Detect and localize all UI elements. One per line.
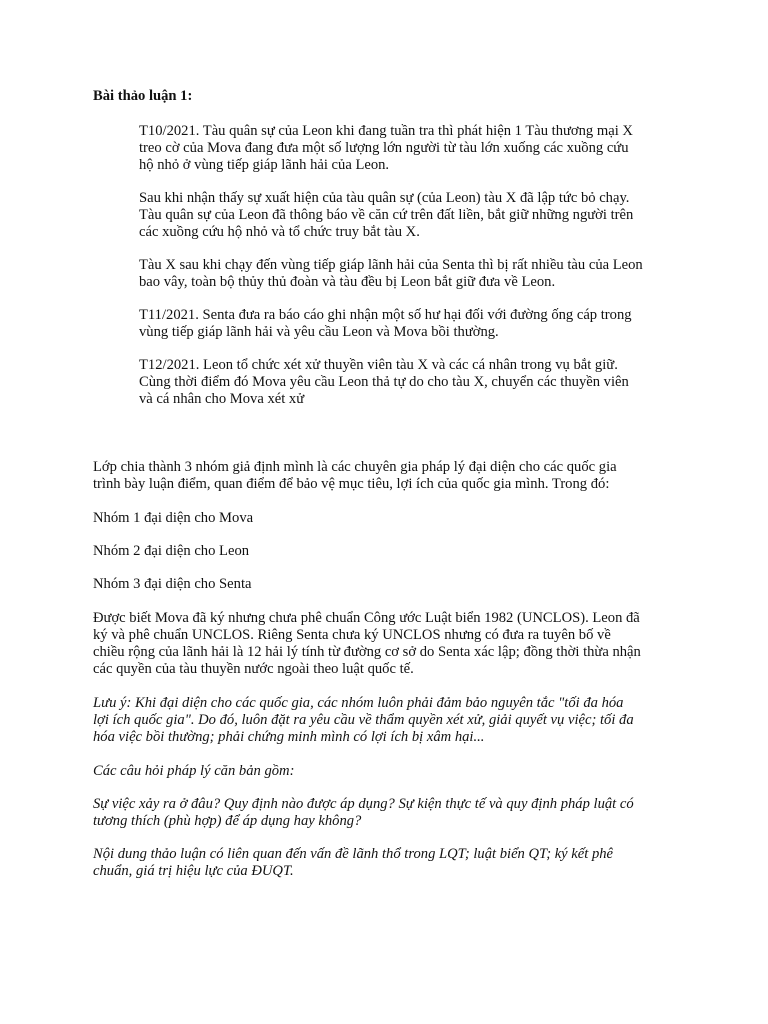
text-line: lợi ích quốc gia". Do đó, luôn đặt ra yêu cầu về thẩm quyền xét xử, giải quyết vụ việc; tối đa	[93, 712, 634, 728]
scenario-paragraph-5	[139, 357, 699, 408]
text-line: Được biết Mova đã ký nhưng chưa phê chuẩn Công ước Luật biển 1982 (UNCLOS). Leon đã	[93, 610, 640, 626]
discussion-heading: Bài thảo luận 1:	[93, 88, 193, 104]
text-line: tương thích (phù hợp) để áp dụng hay không?	[93, 813, 362, 829]
text-line: hóa việc bồi thường; phải chứng minh mình có lợi ích bị xâm hại...	[93, 729, 485, 745]
text-line: trình bày luận điểm, quan điểm để bảo vệ mục tiêu, lợi ích của quốc gia mình. Trong đó:	[93, 476, 610, 492]
text-line: và cá nhân cho Mova xét xử	[139, 391, 305, 407]
text-line: bao vây, toàn bộ thủy thủ đoàn và tàu đều bị Leon bắt giữ đưa về Leon.	[139, 274, 556, 290]
questions-heading: Các câu hỏi pháp lý căn bản gồm:	[93, 763, 295, 779]
group-item: Nhóm 1 đại diện cho Mova	[93, 510, 254, 526]
text-line: T11/2021. Senta đưa ra báo cáo ghi nhận một số hư hại đối với đường ống cáp trong	[139, 307, 632, 323]
text-line: T12/2021. Leon tổ chức xét xử thuyền viên tàu X và các cá nhân trong vụ bắt giữ.	[139, 357, 618, 373]
text-line: các quyền của tàu thuyền nước ngoài theo luật quốc tế.	[93, 661, 414, 677]
scenario-paragraph-3	[139, 257, 699, 291]
scenario-paragraph-2	[139, 190, 699, 241]
note-paragraph	[93, 695, 698, 746]
text-line: Lưu ý: Khi đại diện cho các quốc gia, các nhóm luôn phải đảm bảo nguyên tắc "tối đa hóa	[93, 695, 624, 711]
text-line: ký và phê chuẩn UNCLOS. Riêng Senta chưa ký UNCLOS nhưng có đưa ra tuyên bố về	[93, 627, 611, 643]
scenario-paragraph-4	[139, 307, 699, 341]
text-line: Lớp chia thành 3 nhóm giả định mình là các chuyên gia pháp lý đại diện cho các quốc gia	[93, 459, 617, 475]
text-line: Sự việc xảy ra ở đâu? Quy định nào được áp dụng? Sự kiện thực tế và quy định pháp luật có	[93, 796, 634, 812]
intro-paragraph	[93, 459, 698, 493]
scenario-paragraph-1	[139, 123, 699, 174]
text-line: Cùng thời điểm đó Mova yêu cầu Leon thả tự do cho tàu X, chuyển các thuyền viên	[139, 374, 629, 390]
group-item: Nhóm 3 đại diện cho Senta	[93, 576, 252, 592]
group-item: Nhóm 2 đại diện cho Leon	[93, 543, 250, 559]
text-line: Tàu X sau khi chạy đến vùng tiếp giáp lãnh hải của Senta thì bị rất nhiều tàu của Leon	[139, 257, 643, 273]
text-line: chiều rộng của lãnh hải là 12 hải lý tính từ đường cơ sở do Senta xác lập; đồng thời thừa nhận	[93, 644, 641, 660]
text-line: hộ nhỏ ở vùng tiếp giáp lãnh hải của Leon.	[139, 157, 390, 173]
text-line: vùng tiếp giáp lãnh hải và yêu cầu Leon và Mova bồi thường.	[139, 324, 499, 340]
context-paragraph	[93, 610, 698, 678]
text-line: các xuồng cứu hộ nhỏ và tổ chức truy bắt tàu X.	[139, 224, 420, 240]
text-line: Tàu quân sự của Leon đã thông báo về căn cứ trên đất liền, bắt giữ những người trên	[139, 207, 634, 223]
questions-paragraph	[93, 796, 698, 830]
text-line: Sau khi nhận thấy sự xuất hiện của tàu quân sự (của Leon) tàu X đã lập tức bỏ chạy.	[139, 190, 630, 206]
text-line: Nội dung thảo luận có liên quan đến vấn đề lãnh thổ trong LQT; luật biển QT; ký kết phê	[93, 846, 614, 862]
text-line: treo cờ của Mova đang đưa một số lượng lớn người từ tàu lớn xuống các xuồng cứu	[139, 140, 629, 156]
topics-paragraph	[93, 846, 698, 880]
text-line: chuẩn, giá trị hiệu lực của ĐUQT.	[93, 863, 294, 879]
text-line: T10/2021. Tàu quân sự của Leon khi đang tuần tra thì phát hiện 1 Tàu thương mại X	[139, 123, 633, 139]
